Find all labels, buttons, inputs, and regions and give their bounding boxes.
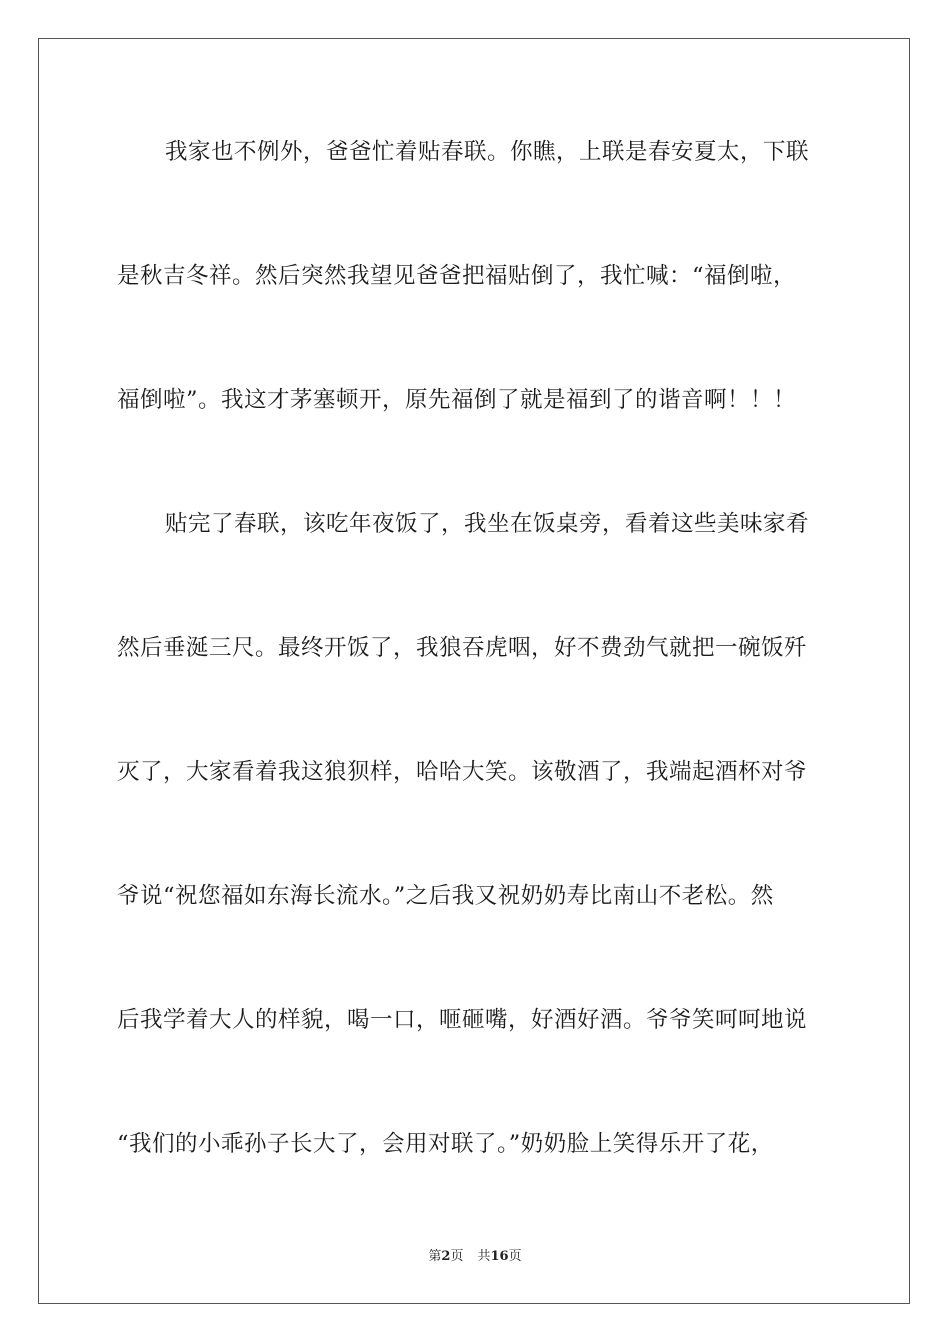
paragraph-line: 然后垂涎三尺。最终开饭了，我狼吞虎咽，好不费劲气就把一碗饭歼 xyxy=(117,635,808,661)
paragraph-line: 后我学着大人的样貌，喝一口，咂砸嘴，好酒好酒。爷爷笑呵呵地说 xyxy=(117,1007,808,1033)
page-number: 2 xyxy=(441,1249,451,1264)
page-suffix: 页 xyxy=(450,1249,464,1264)
paragraph-line: “我们的小乖孙子长大了，会用对联了。”奶奶脸上笑得乐开了花， xyxy=(117,1131,774,1157)
paragraph-line: 贴完了春联，该吃年夜饭了，我坐在饭桌旁，看着这些美味家肴 xyxy=(165,511,810,537)
page-prefix: 第 xyxy=(428,1249,442,1264)
paragraph-line: 灭了，大家看着我这狼狈样，哈哈大笑。该敬酒了，我端起酒杯对爷 xyxy=(117,759,808,785)
total-suffix: 页 xyxy=(508,1249,522,1264)
paragraph-line: 爷说“祝您福如东海长流水。”之后我又祝奶奶寿比南山不老松。然 xyxy=(117,883,774,909)
total-prefix: 共 xyxy=(477,1249,491,1264)
page-footer xyxy=(0,1248,950,1266)
paragraph-line: 是秋吉冬祥。然后突然我望见爸爸把福贴倒了，我忙喊：“福倒啦， xyxy=(117,263,797,289)
page-border xyxy=(38,38,910,1304)
paragraph-line: 我家也不例外，爸爸忙着贴春联。你瞧，上联是春安夏太，下联 xyxy=(165,139,810,165)
paragraph-line: 福倒啦”。我这才茅塞顿开，原先福倒了就是福到了的谐音啊！！！ xyxy=(117,387,797,413)
total-pages: 16 xyxy=(490,1249,509,1264)
